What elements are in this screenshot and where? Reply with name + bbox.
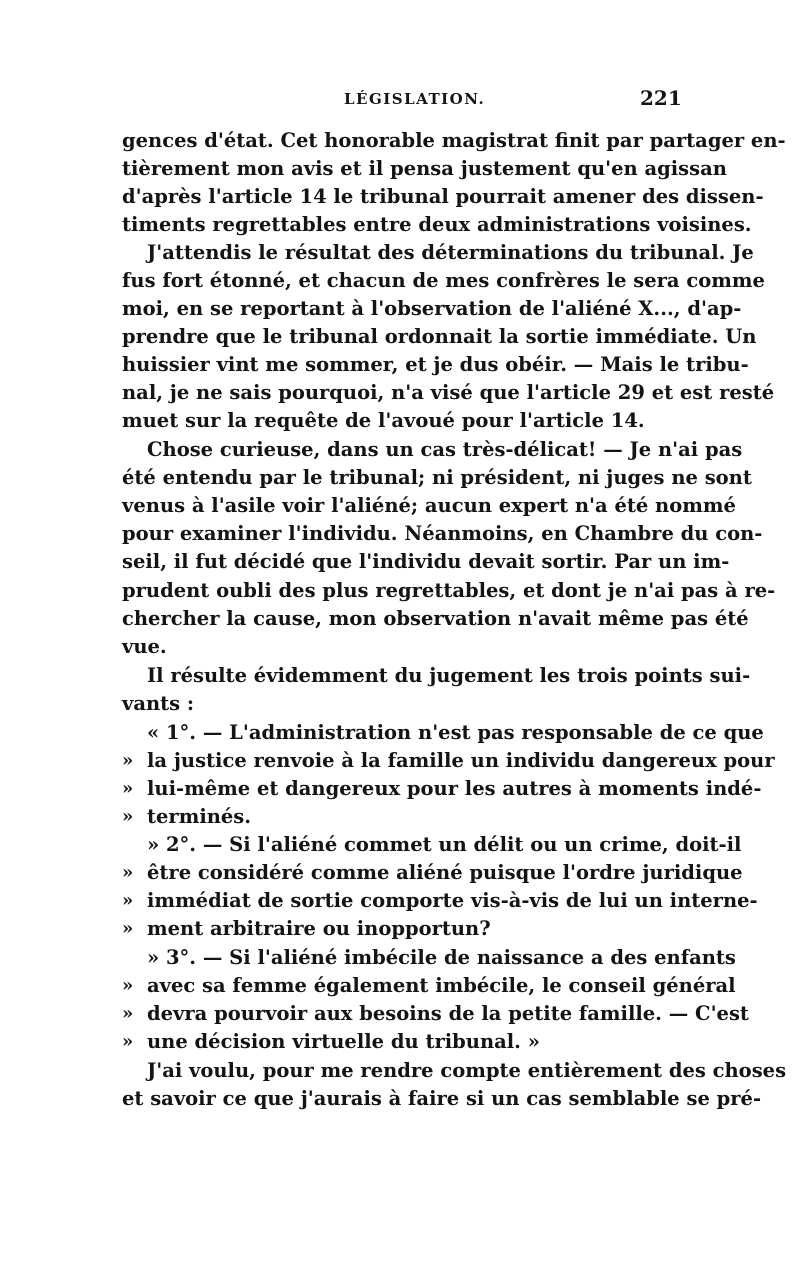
quote-line: terminés. bbox=[147, 805, 252, 828]
text-line: prendre que le tribunal ordonnait la sortie immédiate. Un bbox=[122, 325, 757, 348]
text-line: et savoir ce que j'aurais à faire si un cas semblable se pré- bbox=[122, 1087, 762, 1110]
text-line: prudent oubli des plus regrettables, et dont je n'ai pas à re- bbox=[122, 579, 776, 602]
quote-line: être considéré comme aliéné puisque l'ordre juridique bbox=[147, 861, 743, 884]
text-line: fus fort étonné, et chacun de mes confrères le sera comme bbox=[122, 269, 765, 292]
text-line: été entendu par le tribunal; ni président, ni juges ne sont bbox=[122, 466, 752, 489]
quote-mark: » bbox=[122, 975, 134, 996]
text-line: gences d'état. Cet honorable magistrat finit par partager en- bbox=[122, 129, 786, 152]
text-line: muet sur la requête de l'avoué pour l'article 14. bbox=[122, 409, 645, 432]
running-header-title: LÉGISLATION. bbox=[344, 90, 486, 108]
quote-line: avec sa femme également imbécile, le conseil général bbox=[147, 974, 736, 997]
text-line: pour examiner l'individu. Néanmoins, en Chambre du con- bbox=[122, 522, 763, 545]
text-line: timents regrettables entre deux administrations voisines. bbox=[122, 213, 752, 236]
quote-line: une décision virtuelle du tribunal. » bbox=[147, 1030, 540, 1053]
quote-line: » 3°. — Si l'aliéné imbécile de naissance a des enfants bbox=[147, 946, 736, 969]
quote-mark: » bbox=[122, 890, 134, 911]
quote-line: » 2°. — Si l'aliéné commet un délit ou un crime, doit-il bbox=[147, 833, 742, 856]
quote-mark: » bbox=[122, 1003, 134, 1024]
text-line: vue. bbox=[122, 635, 167, 658]
quote-mark: » bbox=[122, 862, 134, 883]
quote-line: immédiat de sortie comporte vis-à-vis de lui un interne- bbox=[147, 889, 758, 912]
text-line: venus à l'asile voir l'aliéné; aucun expert n'a été nommé bbox=[122, 494, 736, 517]
text-line: Il résulte évidemment du jugement les trois points sui- bbox=[147, 664, 751, 687]
quote-line: lui-même et dangereux pour les autres à moments indé- bbox=[147, 777, 762, 800]
quote-mark: » bbox=[122, 750, 134, 771]
text-line: nal, je ne sais pourquoi, n'a visé que l'article 29 et est resté bbox=[122, 381, 775, 404]
quote-line: « 1°. — L'administration n'est pas responsable de ce que bbox=[147, 721, 764, 744]
page-number: 221 bbox=[640, 86, 682, 110]
text-line: J'ai voulu, pour me rendre compte entièrement des choses bbox=[147, 1059, 787, 1082]
quote-line: devra pourvoir aux besoins de la petite famille. — C'est bbox=[147, 1002, 749, 1025]
quote-mark: » bbox=[122, 778, 134, 799]
quote-mark: » bbox=[122, 918, 134, 939]
text-line: huissier vint me sommer, et je dus obéir. — Mais le tribu- bbox=[122, 353, 749, 376]
text-line: d'après l'article 14 le tribunal pourrait amener des dissen- bbox=[122, 185, 764, 208]
text-line: J'attendis le résultat des déterminations du tribunal. Je bbox=[147, 241, 754, 264]
quote-line: ment arbitraire ou inopportun? bbox=[147, 917, 491, 940]
text-line: moi, en se reportant à l'observation de l'aliéné X..., d'ap- bbox=[122, 297, 742, 320]
text-line: vants : bbox=[122, 692, 195, 715]
quote-line: la justice renvoie à la famille un individu dangereux pour bbox=[147, 749, 775, 772]
text-line: tièrement mon avis et il pensa justement qu'en agissan bbox=[122, 157, 727, 180]
quote-mark: » bbox=[122, 1031, 134, 1052]
quote-mark: » bbox=[122, 806, 134, 827]
text-line: chercher la cause, mon observation n'avait même pas été bbox=[122, 607, 749, 630]
text-line: seil, il fut décidé que l'individu devait sortir. Par un im- bbox=[122, 550, 730, 573]
text-line: Chose curieuse, dans un cas très-délicat! — Je n'ai pas bbox=[147, 438, 743, 461]
